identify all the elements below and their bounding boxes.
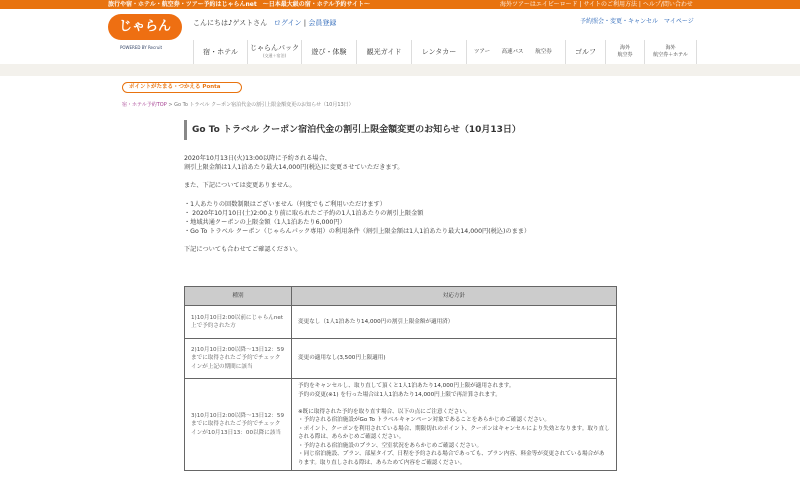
cell-type: 1)10月10日2:00以前にじゃらんnet上で予約された方 <box>185 306 292 339</box>
policy-line: ※既に取得された予約を取り直す場合、以下の点にご注意ください。 <box>298 408 471 415</box>
cell-type: 2)10月10日2:00以降～13日12：59までに取得されたご予約でチェックインが上記の期間に該当 <box>185 339 292 379</box>
cell-policy: 変更なし（1人1泊あたり14,000円の割引上限金額が適用済） <box>292 306 617 339</box>
nav-rentacar[interactable] <box>411 40 466 64</box>
site-tagline: 旅行や宿・ホテル・航空券・ツアー予約はじゃらんnet ～日本最大級の宿・ホテル予約サイト～ <box>108 1 371 8</box>
nav-label-main: 海外 <box>665 45 676 51</box>
policy-line: 予約の変更(※1) を行った場合は1人1泊あたり14,000円上限で再計算されます。 <box>298 391 501 398</box>
header-type: 種別 <box>185 287 292 306</box>
nav-tour[interactable] <box>466 40 497 64</box>
greeting-text: こんにちは♪ゲストさん <box>193 19 268 27</box>
cell-policy <box>292 379 617 471</box>
nav-label: 観光ガイド <box>366 47 402 56</box>
nav-label: 遊び・体験 <box>311 47 347 56</box>
nav-air[interactable] <box>528 40 559 64</box>
nav-hotel[interactable] <box>193 40 247 64</box>
ponta-banner[interactable]: ポイントがたまる・つかえる Ponta <box>122 82 242 93</box>
policy-line: ・予約される宿泊施設がGo To トラベルキャンペーン対象であることをあらかじめご確認ください。 <box>298 417 551 423</box>
bullet-item: ・地域共通クーポンの上限金額（1人1泊あたり6,000円） <box>184 219 346 227</box>
bullet-item: ・Go To トラベル クーポン（じゃらんパック専用）の利用条件（割引上限金額は1人1泊あたり最大14,000円(税込)のまま） <box>184 228 531 236</box>
policy-line: ・同じ宿泊施設、プラン、部屋タイプ、日程を予約される場合であっても、プラン内容、料金等が変更されている場合があります。取り直しされる際は、あらためて内容をご確認ください。 <box>298 451 605 466</box>
nav-label: レンタカー <box>421 47 457 56</box>
breadcrumb <box>122 101 354 108</box>
policy-line: ・ポイント、クーポンを利用されている場合、期限切れのポイント、クーポンはキャンセルにより失効となります。取り直しされる際は、あらかじめご確認ください。 <box>298 425 610 440</box>
nav-sub: 航空券＋ホテル <box>653 52 688 58</box>
nav-label <box>250 45 299 59</box>
nav-sub: (交通＋宿泊) <box>262 53 287 58</box>
nav-label: 宿・ホテル <box>203 47 238 56</box>
nav-label: 高速バス <box>501 48 524 55</box>
breadcrumb-current: > Go To トラベル クーポン宿泊代金の割引上限金額変更のお知らせ（10月13日） <box>166 102 354 108</box>
table-row <box>185 306 617 339</box>
header-divider <box>0 64 800 76</box>
nav-guide[interactable] <box>356 40 411 64</box>
nav-overseas-hotel[interactable] <box>644 40 697 64</box>
text-line: 2020年10月13日(火)13:00以降に予約される場合、 <box>184 155 331 162</box>
table-row <box>185 379 617 471</box>
jalan-logo[interactable]: じゃらん <box>108 14 182 40</box>
nav-bus[interactable] <box>497 40 528 64</box>
nav-activity[interactable] <box>301 40 356 64</box>
table-header <box>185 287 617 306</box>
nav-sub: 航空券 <box>617 52 633 58</box>
policy-table <box>184 286 617 471</box>
text-line: 割引上限金額は1人1泊あたり最大14,000円(税込)に変更させていただきます。 <box>184 164 404 172</box>
nav-label-main: じゃらんパック <box>250 44 299 52</box>
paragraph-1 <box>184 154 634 172</box>
nav-label: ツアー <box>473 48 491 55</box>
notice-body <box>184 154 634 264</box>
paragraph-3: 下記についても合わせてご確認ください。 <box>184 246 302 254</box>
policy-line: 予約をキャンセルし、取り直して頂くと1人1泊あたり14,000円上限が適用されます。 <box>298 383 515 389</box>
policy-line: ・予約される宿泊施設のプラン、空室状況をあらかじめご確認ください。 <box>298 442 483 449</box>
greeting: こんにちは♪ゲストさん ログイン | 会員登録 <box>193 19 337 27</box>
main-nav <box>193 40 697 64</box>
bullet-list <box>184 200 634 237</box>
nav-label <box>653 45 688 59</box>
nav-pack[interactable] <box>247 40 301 64</box>
nav-overseas-air[interactable] <box>605 40 644 64</box>
bullet-item: ・1人あたりの回数制限はございません（何度でもご利用いただけます） <box>184 200 386 208</box>
cell-policy: 変更の適用なし(3,500円上限適用) <box>292 339 617 379</box>
nav-label <box>617 45 632 59</box>
recruit-logo: POWERED BY Recruit <box>120 45 163 50</box>
table-row <box>185 339 617 379</box>
nav-label: 航空券 <box>535 48 552 55</box>
register-link[interactable]: 会員登録 <box>308 19 337 27</box>
top-links[interactable]: 海外ツアーはエイビーロード | サイトのご利用方法 | ヘルプ/問い合わせ <box>500 1 693 8</box>
page-title: Go To トラベル クーポン宿泊代金の割引上限金額変更のお知らせ（10月13日） <box>184 120 521 140</box>
paragraph-2: また、下記については変更ありません。 <box>184 182 296 190</box>
top-bar <box>0 0 800 9</box>
nav-label-main: 海外 <box>619 45 630 51</box>
breadcrumb-home[interactable]: 宿・ホテル予約TOP <box>122 102 167 108</box>
nav-label: ゴルフ <box>575 47 596 56</box>
bullet-item: ・ 2020年10月10日(土)2:00より前に取られたご予約の1人1泊あたりの割引上限金額 <box>184 209 424 217</box>
cell-type: 3)10月10日2:00以降～13日12：59までに取得されたご予約でチェックインが10月13日13：00以降に該当 <box>185 379 292 471</box>
account-links[interactable]: 予約照会・変更・キャンセル マイページ <box>580 18 694 25</box>
nav-golf[interactable] <box>565 40 605 64</box>
login-link[interactable]: ログイン <box>273 19 302 27</box>
header-policy: 対応方針 <box>292 287 617 306</box>
